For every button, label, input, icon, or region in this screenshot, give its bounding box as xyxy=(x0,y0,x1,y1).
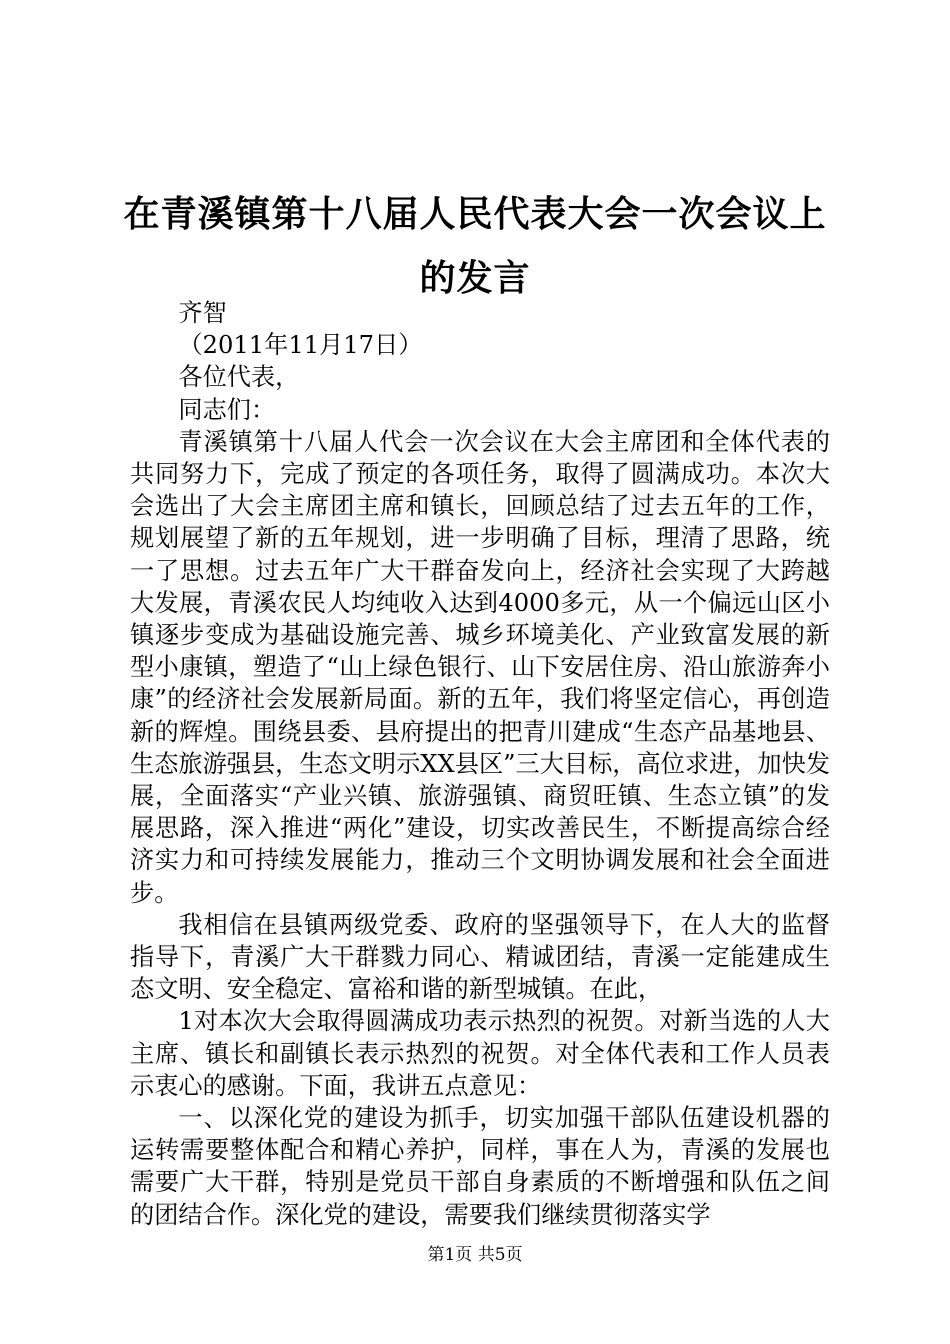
body-paragraph: 1对本次大会取得圆满成功表示热烈的祝贺。对新当选的人大主席、镇长和副镇长表示热烈的祝贺。对全体代表和工作人员表示衷心的感谢。下面，我讲五点意见： xyxy=(130,1007,830,1100)
body-paragraph: 一、以深化党的建设为抓手，切实加强干部队伍建设机器的运转需要整体配合和精心养护，同样，事在人为，青溪的发展也需要广大干群，特别是党员干部自身素质的不断增强和队伍之间的团结合作。深化党的建设，需要我们继续贯彻落实学 xyxy=(130,1104,830,1229)
body-paragraph: 我相信在县镇两级党委、政府的坚强领导下，在人大的监督指导下，青溪广大干群戮力同心、精诚团结，青溪一定能建成生态文明、安全稳定、富裕和谐的新型城镇。在此， xyxy=(130,910,830,1004)
author-line: 齐智 xyxy=(178,299,227,327)
date-line: （2011年11月17日） xyxy=(178,331,423,360)
page-number: 第1页 共5页 xyxy=(427,1245,523,1265)
body-paragraph: 青溪镇第十八届人代会一次会议在大会主席团和全体代表的共同努力下，完成了预定的各项任务，取得了圆满成功。本次大会选出了大会主席团主席和镇长，回顾总结了过去五年的工作，规划展望了新的五年规划，进一步明确了目标，理清了思路，统一了思想。过去五年广大干群奋发向上，经济社会实现了大跨越大发展，青溪农民人均纯收入达到4000多元，从一个偏远山区小镇逐步变成为基础设施完善、城乡环境美化、产业致富发展的新型小康镇，塑造了“山上绿色银行、山下安居住房、沿山旅游奔小康”的经济社会发展新局面。新的五年，我们将坚定信心，再创造新的辉煌。围绕县委、县府提出的把青川建成“生态产品基地县、生态旅游强县，生态文明示XX县区”三大目标，高位求进，加快发展，全面落实“产业兴镇、旅游强镇、商贸旺镇、生态立镇”的发展思路，深入推进“两化”建设，切实改善民生，不断提高综合经济实力和可持续发展能力，推动三个文明协调发展和社会全面进步。 xyxy=(130,427,830,907)
salutation-line: 同志们： xyxy=(178,395,276,424)
document-title: 在青溪镇第十八届人民代表大会一次会议上的发言 xyxy=(123,193,827,299)
salutation-line: 各位代表， xyxy=(178,363,300,392)
document-body xyxy=(130,297,830,1231)
